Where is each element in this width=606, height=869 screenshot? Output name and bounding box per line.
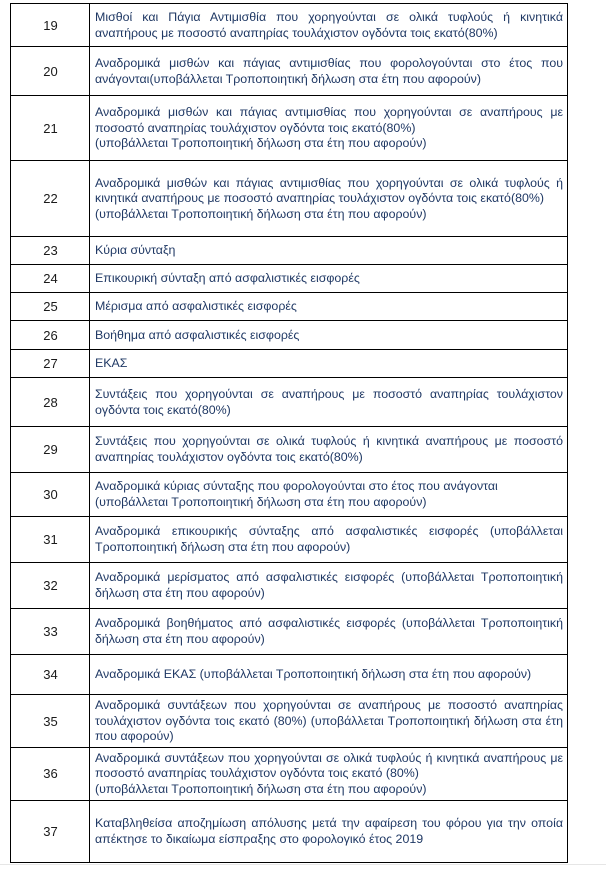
table-row xyxy=(11,378,568,427)
description-line: Αναδρομικά μισθών και πάγιας αντιμισθίας που χορηγούνται σε ολικά τυφλούς ή κινητικά αναπήρους με ποσοστό αναπηρίας τουλάχιστον ογδόντα τοις εκατό(80%) xyxy=(95,175,563,206)
table-row xyxy=(11,800,568,862)
row-code: 27 xyxy=(11,350,90,378)
row-code: 30 xyxy=(11,473,90,517)
table-row xyxy=(11,655,568,695)
row-code: 33 xyxy=(11,609,90,655)
row-description xyxy=(90,747,568,800)
description-line: Αναδρομικά συντάξεων που χορηγούνται σε ολικά τυφλούς ή κινητικά αναπήρους με ποσοστό αναπηρίας τουλάχιστον ογδόντα τοις εκατό (80%) xyxy=(95,750,563,781)
row-description xyxy=(90,655,568,695)
table-row xyxy=(11,237,568,265)
row-description xyxy=(90,473,568,517)
description-line: Συντάξεις που χορηγούνται σε αναπήρους με ποσοστό αναπηρίας τουλάχιστον ογδόντα τοις εκατό(80%) xyxy=(95,386,563,417)
row-description xyxy=(90,321,568,350)
row-description xyxy=(90,609,568,655)
table-row xyxy=(11,609,568,655)
row-code: 23 xyxy=(11,237,90,265)
description-line: (υποβάλλεται Τροποποιητική δήλωση στα έτη που αφορούν) xyxy=(95,136,427,151)
row-code: 19 xyxy=(11,4,90,47)
table-row xyxy=(11,695,568,748)
description-line: Επικουρική σύνταξη από ασφαλιστικές εισφορές xyxy=(95,271,360,286)
row-description xyxy=(90,563,568,609)
description-line: (υποβάλλεται Τροποποιητική δήλωση στα έτη που αφορούν) xyxy=(95,495,427,509)
description-line: (υποβάλλεται Τροποποιητική δήλωση στα έτη που αφορούν) xyxy=(95,206,427,221)
table-row xyxy=(11,96,568,161)
row-description xyxy=(90,350,568,378)
row-code: 29 xyxy=(11,427,90,473)
row-description xyxy=(90,96,568,161)
description-line: (υποβάλλεται Τροποποιητική δήλωση στα έτη που αφορούν) xyxy=(95,782,427,797)
description-line: Κύρια σύνταξη xyxy=(95,243,176,258)
table-row xyxy=(11,47,568,96)
row-code: 26 xyxy=(11,321,90,350)
description-line: Αναδρομικά ΕΚΑΣ (υποβάλλεται Τροποποιητική δήλωση στα έτη που αφορούν) xyxy=(95,667,532,682)
table-row xyxy=(11,747,568,800)
row-description xyxy=(90,293,568,321)
description-line: Καταβληθείσα αποζημίωση απόλυσης μετά την αφαίρεση του φόρου για την οποία απέκτησε το δικαίωμα είσπραξης στο φορολογικό έτος 2019 xyxy=(95,816,563,846)
table-row xyxy=(11,473,568,517)
description-line: Μισθοί και Πάγια Αντιμισθία που χορηγούνται σε ολικά τυφλούς ή κινητικά αναπήρους με ποσοστό αναπηρίας τουλάχιστον ογδόντα τοις εκατό(80%) xyxy=(95,9,563,40)
table-row xyxy=(11,563,568,609)
row-description xyxy=(90,517,568,563)
row-description xyxy=(90,265,568,293)
income-codes-table xyxy=(10,3,568,863)
description-line: Αναδρομικά βοηθήματος από ασφαλιστικές εισφορές (υποβάλλεται Τροποποιητική δήλωση στα έτη που αφορούν) xyxy=(95,616,563,646)
row-code: 35 xyxy=(11,695,90,748)
description-line: ΕΚΑΣ xyxy=(95,356,128,371)
row-code: 28 xyxy=(11,378,90,427)
description-line: Μέρισμα από ασφαλιστικές εισφορές xyxy=(95,299,297,314)
table-row xyxy=(11,350,568,378)
row-description xyxy=(90,378,568,427)
table-row xyxy=(11,321,568,350)
row-description xyxy=(90,427,568,473)
row-code: 36 xyxy=(11,747,90,800)
row-code: 22 xyxy=(11,161,90,237)
table-row xyxy=(11,517,568,563)
description-line: Αναδρομικά μερίσματος από ασφαλιστικές εισφορές (υποβάλλεται Τροποποιητική δήλωση στα έτη που αφορούν) xyxy=(95,570,563,600)
table-body xyxy=(11,4,568,863)
row-code: 24 xyxy=(11,265,90,293)
table-row xyxy=(11,4,568,47)
description-line: Συντάξεις που χορηγούνται σε ολικά τυφλούς ή κινητικά αναπήρους με ποσοστό αναπηρίας τουλάχιστον ογδόντα τοις εκατό(80%) xyxy=(95,434,563,464)
row-code: 34 xyxy=(11,655,90,695)
row-code: 25 xyxy=(11,293,90,321)
row-description xyxy=(90,161,568,237)
description-line: Αναδρομικά κύριας σύνταξης που φορολογούνται στο έτος που ανάγονται xyxy=(95,479,498,494)
row-description xyxy=(90,800,568,862)
description-line: Αναδρομικά μισθών και πάγιας αντιμισθίας που φορολογούνται στο έτος που ανάγονται(υποβάλλεται Τροποποιητική δήλωση στα έτη που αφορούν) xyxy=(95,55,563,86)
row-code: 31 xyxy=(11,517,90,563)
table-row xyxy=(11,293,568,321)
row-code: 20 xyxy=(11,47,90,96)
table-row xyxy=(11,427,568,473)
description-line: Αναδρομικά μισθών και πάγιας αντιμισθίας που χορηγούνται σε αναπήρους με ποσοστό αναπηρίας τουλάχιστον ογδόντα τοις εκατό(80%) xyxy=(95,105,563,135)
description-line: Αναδρομικά επικουρικής σύνταξης από ασφαλιστικές εισφορές (υποβάλλεται Τροποποιητική δήλωση στα έτη που αφορούν) xyxy=(95,524,563,554)
row-code: 21 xyxy=(11,96,90,161)
table-row xyxy=(11,265,568,293)
row-code: 37 xyxy=(11,800,90,862)
row-description xyxy=(90,47,568,96)
row-description xyxy=(90,695,568,748)
description-line: Βοήθημα από ασφαλιστικές εισφορές xyxy=(95,327,300,342)
row-description xyxy=(90,237,568,265)
description-line: Αναδρομικά συντάξεων που χορηγούνται σε αναπήρους με ποσοστό αναπηρίας τουλάχιστον ογδόντα τοις εκατό (80%) (υποβάλλεται Τροποποιητική δήλωση στα έτη που αφορούν) xyxy=(95,698,563,744)
page-divider xyxy=(0,864,606,865)
row-description xyxy=(90,4,568,47)
table-row xyxy=(11,161,568,237)
row-code: 32 xyxy=(11,563,90,609)
